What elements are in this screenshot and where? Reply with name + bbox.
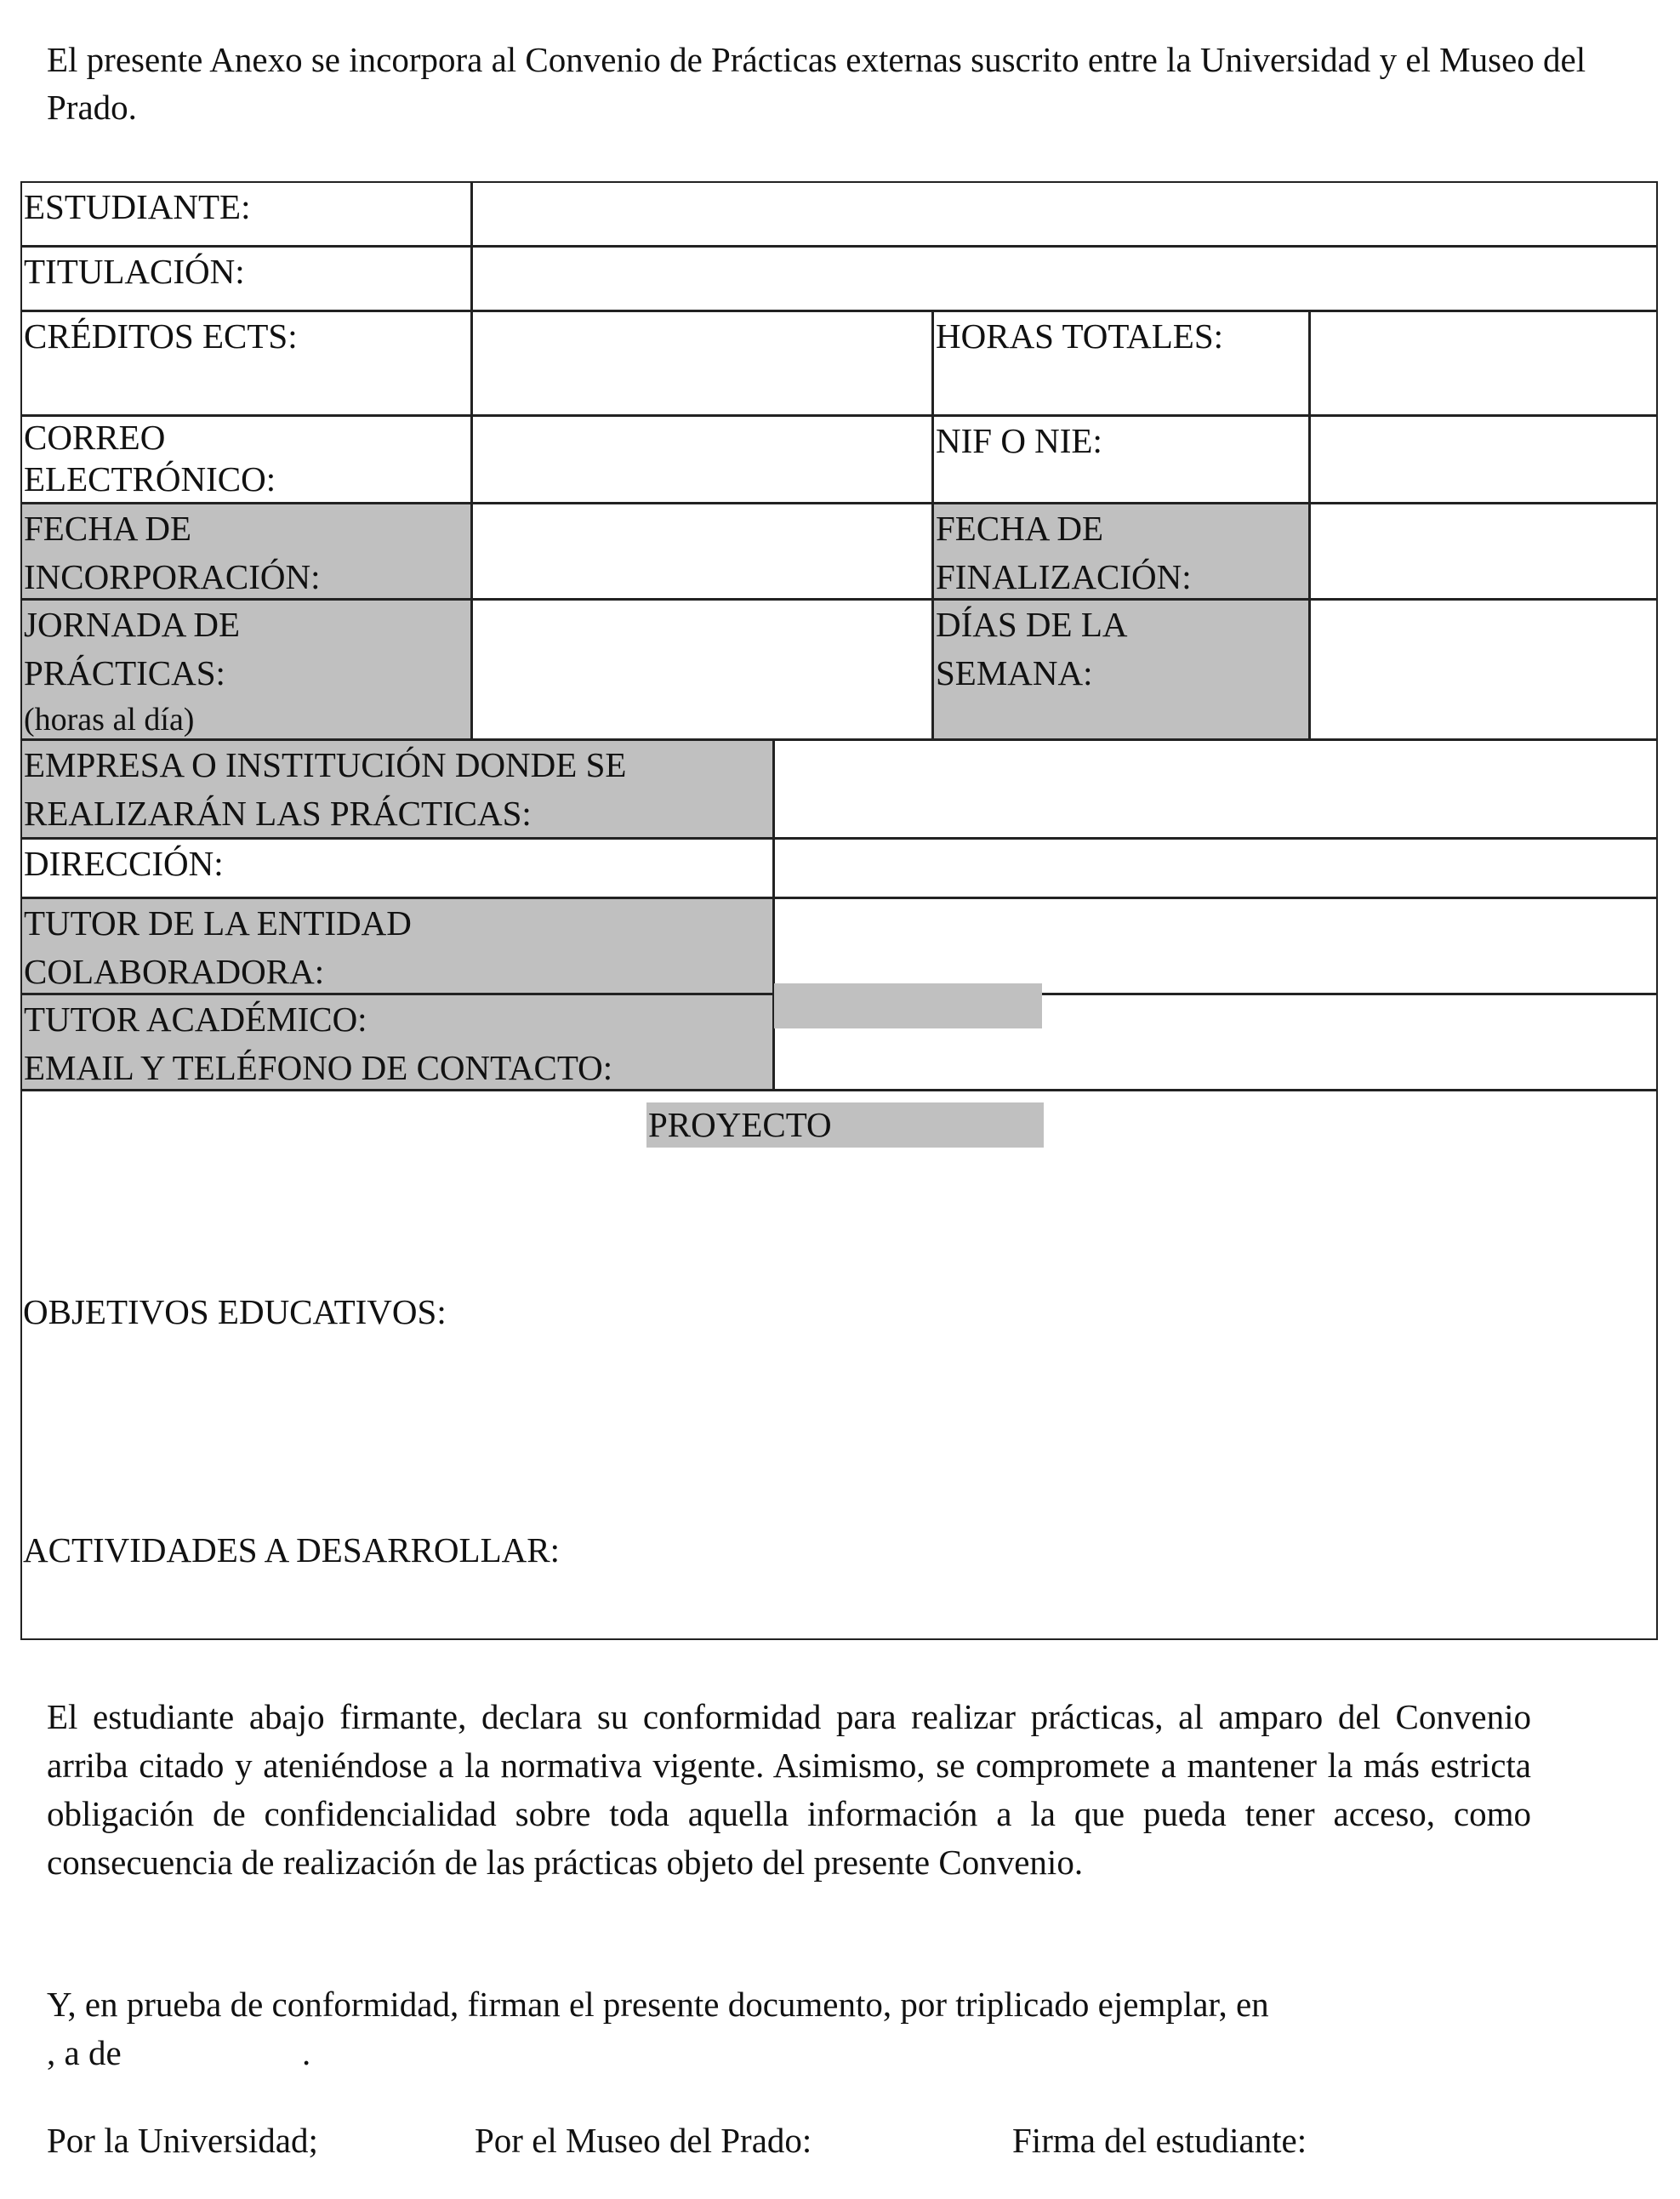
fecha-inc-label-l1: FECHA DE <box>24 509 192 548</box>
jornada-label-l3: (horas al día) <box>24 702 195 738</box>
signature-estudiante: Firma del estudiante: <box>1012 2121 1307 2160</box>
nif-field[interactable] <box>1309 415 1658 504</box>
dias-label-l1: DÍAS DE LA <box>936 605 1128 644</box>
estudiante-field[interactable] <box>471 181 1658 247</box>
fecha-incorporacion-field[interactable] <box>471 503 933 600</box>
conformity-line-1: Y, en prueba de conformidad, firman el presente documento, por triplicado ejemplar, en <box>47 1985 1269 2024</box>
nif-label: NIF O NIE: <box>936 421 1102 460</box>
declaration-paragraph: El estudiante abajo firmante, declara su conformidad para realizar prácticas, al amparo del Convenio arriba citado y ateniéndose a la normativa vigente. Asimismo, se compromete a mantener la más estricta obligación de confidencialidad sobre toda aquella información a la que pueda tener acceso, como consecuencia de realización de las prácticas objeto del presente Convenio. <box>47 1697 1531 1882</box>
label-estudiante <box>20 181 472 247</box>
jornada-field[interactable] <box>471 599 933 740</box>
signature-museo: Por el Museo del Prado: <box>475 2121 812 2160</box>
jornada-label-l2: PRÁCTICAS: <box>24 653 225 692</box>
label-fecha-finalizacion <box>932 503 1310 600</box>
label-dias-semana <box>932 599 1310 740</box>
label-tutor-entidad <box>20 897 774 994</box>
correo-label-l2: ELECTRÓNICO: <box>24 459 276 498</box>
empresa-label-l1: EMPRESA O INSTITUCIÓN DONDE SE <box>24 745 627 784</box>
estudiante-label: ESTUDIANTE: <box>24 187 251 226</box>
fecha-fin-label-l2: FINALIZACIÓN: <box>936 557 1192 596</box>
intro-paragraph: El presente Anexo se incorpora al Convenio de Prácticas externas suscrito entre la Universidad y el Museo del Prado. <box>47 40 1586 127</box>
fecha-fin-label-l1: FECHA DE <box>936 509 1104 548</box>
objetivos-label: OBJETIVOS EDUCATIVOS: <box>23 1292 447 1331</box>
conformity-line-2-a: , a de <box>47 2033 122 2072</box>
creditos-field[interactable] <box>471 310 933 416</box>
label-jornada <box>20 599 472 740</box>
horas-totales-label: HORAS TOTALES: <box>936 316 1224 356</box>
practicas-form-table <box>21 182 1659 1641</box>
tutor-entidad-label-l1: TUTOR DE LA ENTIDAD <box>24 903 412 943</box>
direccion-label: DIRECCIÓN: <box>24 844 224 883</box>
tutor-entidad-label-l2: COLABORADORA: <box>24 952 325 991</box>
tutor-academico-label-l2: EMAIL Y TELÉFONO DE CONTACTO: <box>24 1048 613 1087</box>
label-nif <box>932 415 1310 504</box>
label-correo <box>20 415 472 504</box>
label-tutor-academico <box>20 994 774 1091</box>
label-horas-totales <box>932 310 1310 416</box>
actividades-label: ACTIVIDADES A DESARROLLAR: <box>23 1530 560 1569</box>
titulacion-field[interactable] <box>471 246 1658 311</box>
dias-semana-field[interactable] <box>1309 599 1658 740</box>
correo-field[interactable] <box>471 415 933 504</box>
tutor-academico-label-l1: TUTOR ACADÉMICO: <box>24 1000 367 1039</box>
label-creditos <box>20 310 472 416</box>
conformity-line-2-b: . <box>302 2033 311 2072</box>
empresa-label-l2: REALIZARÁN LAS PRÁCTICAS: <box>24 794 532 833</box>
signature-universidad: Por la Universidad; <box>47 2121 318 2160</box>
label-titulacion <box>20 246 472 311</box>
direccion-field[interactable] <box>773 838 1658 898</box>
label-empresa <box>20 739 774 839</box>
titulacion-label: TITULACIÓN: <box>24 252 245 291</box>
empresa-field[interactable] <box>773 739 1658 839</box>
fecha-inc-label-l2: INCORPORACIÓN: <box>24 557 321 596</box>
jornada-label-l1: JORNADA DE <box>24 605 240 644</box>
fecha-finalizacion-field[interactable] <box>1309 503 1658 600</box>
correo-label-l1: CORREO <box>24 418 166 457</box>
label-fecha-incorporacion <box>20 503 472 600</box>
creditos-label: CRÉDITOS ECTS: <box>24 316 298 356</box>
highlight-strip <box>774 983 1042 1028</box>
tutor-entidad-field[interactable] <box>773 897 1658 994</box>
label-direccion <box>20 838 774 898</box>
horas-totales-field[interactable] <box>1309 310 1658 416</box>
proyecto-heading: PROYECTO <box>648 1105 832 1144</box>
dias-label-l2: SEMANA: <box>936 653 1093 692</box>
